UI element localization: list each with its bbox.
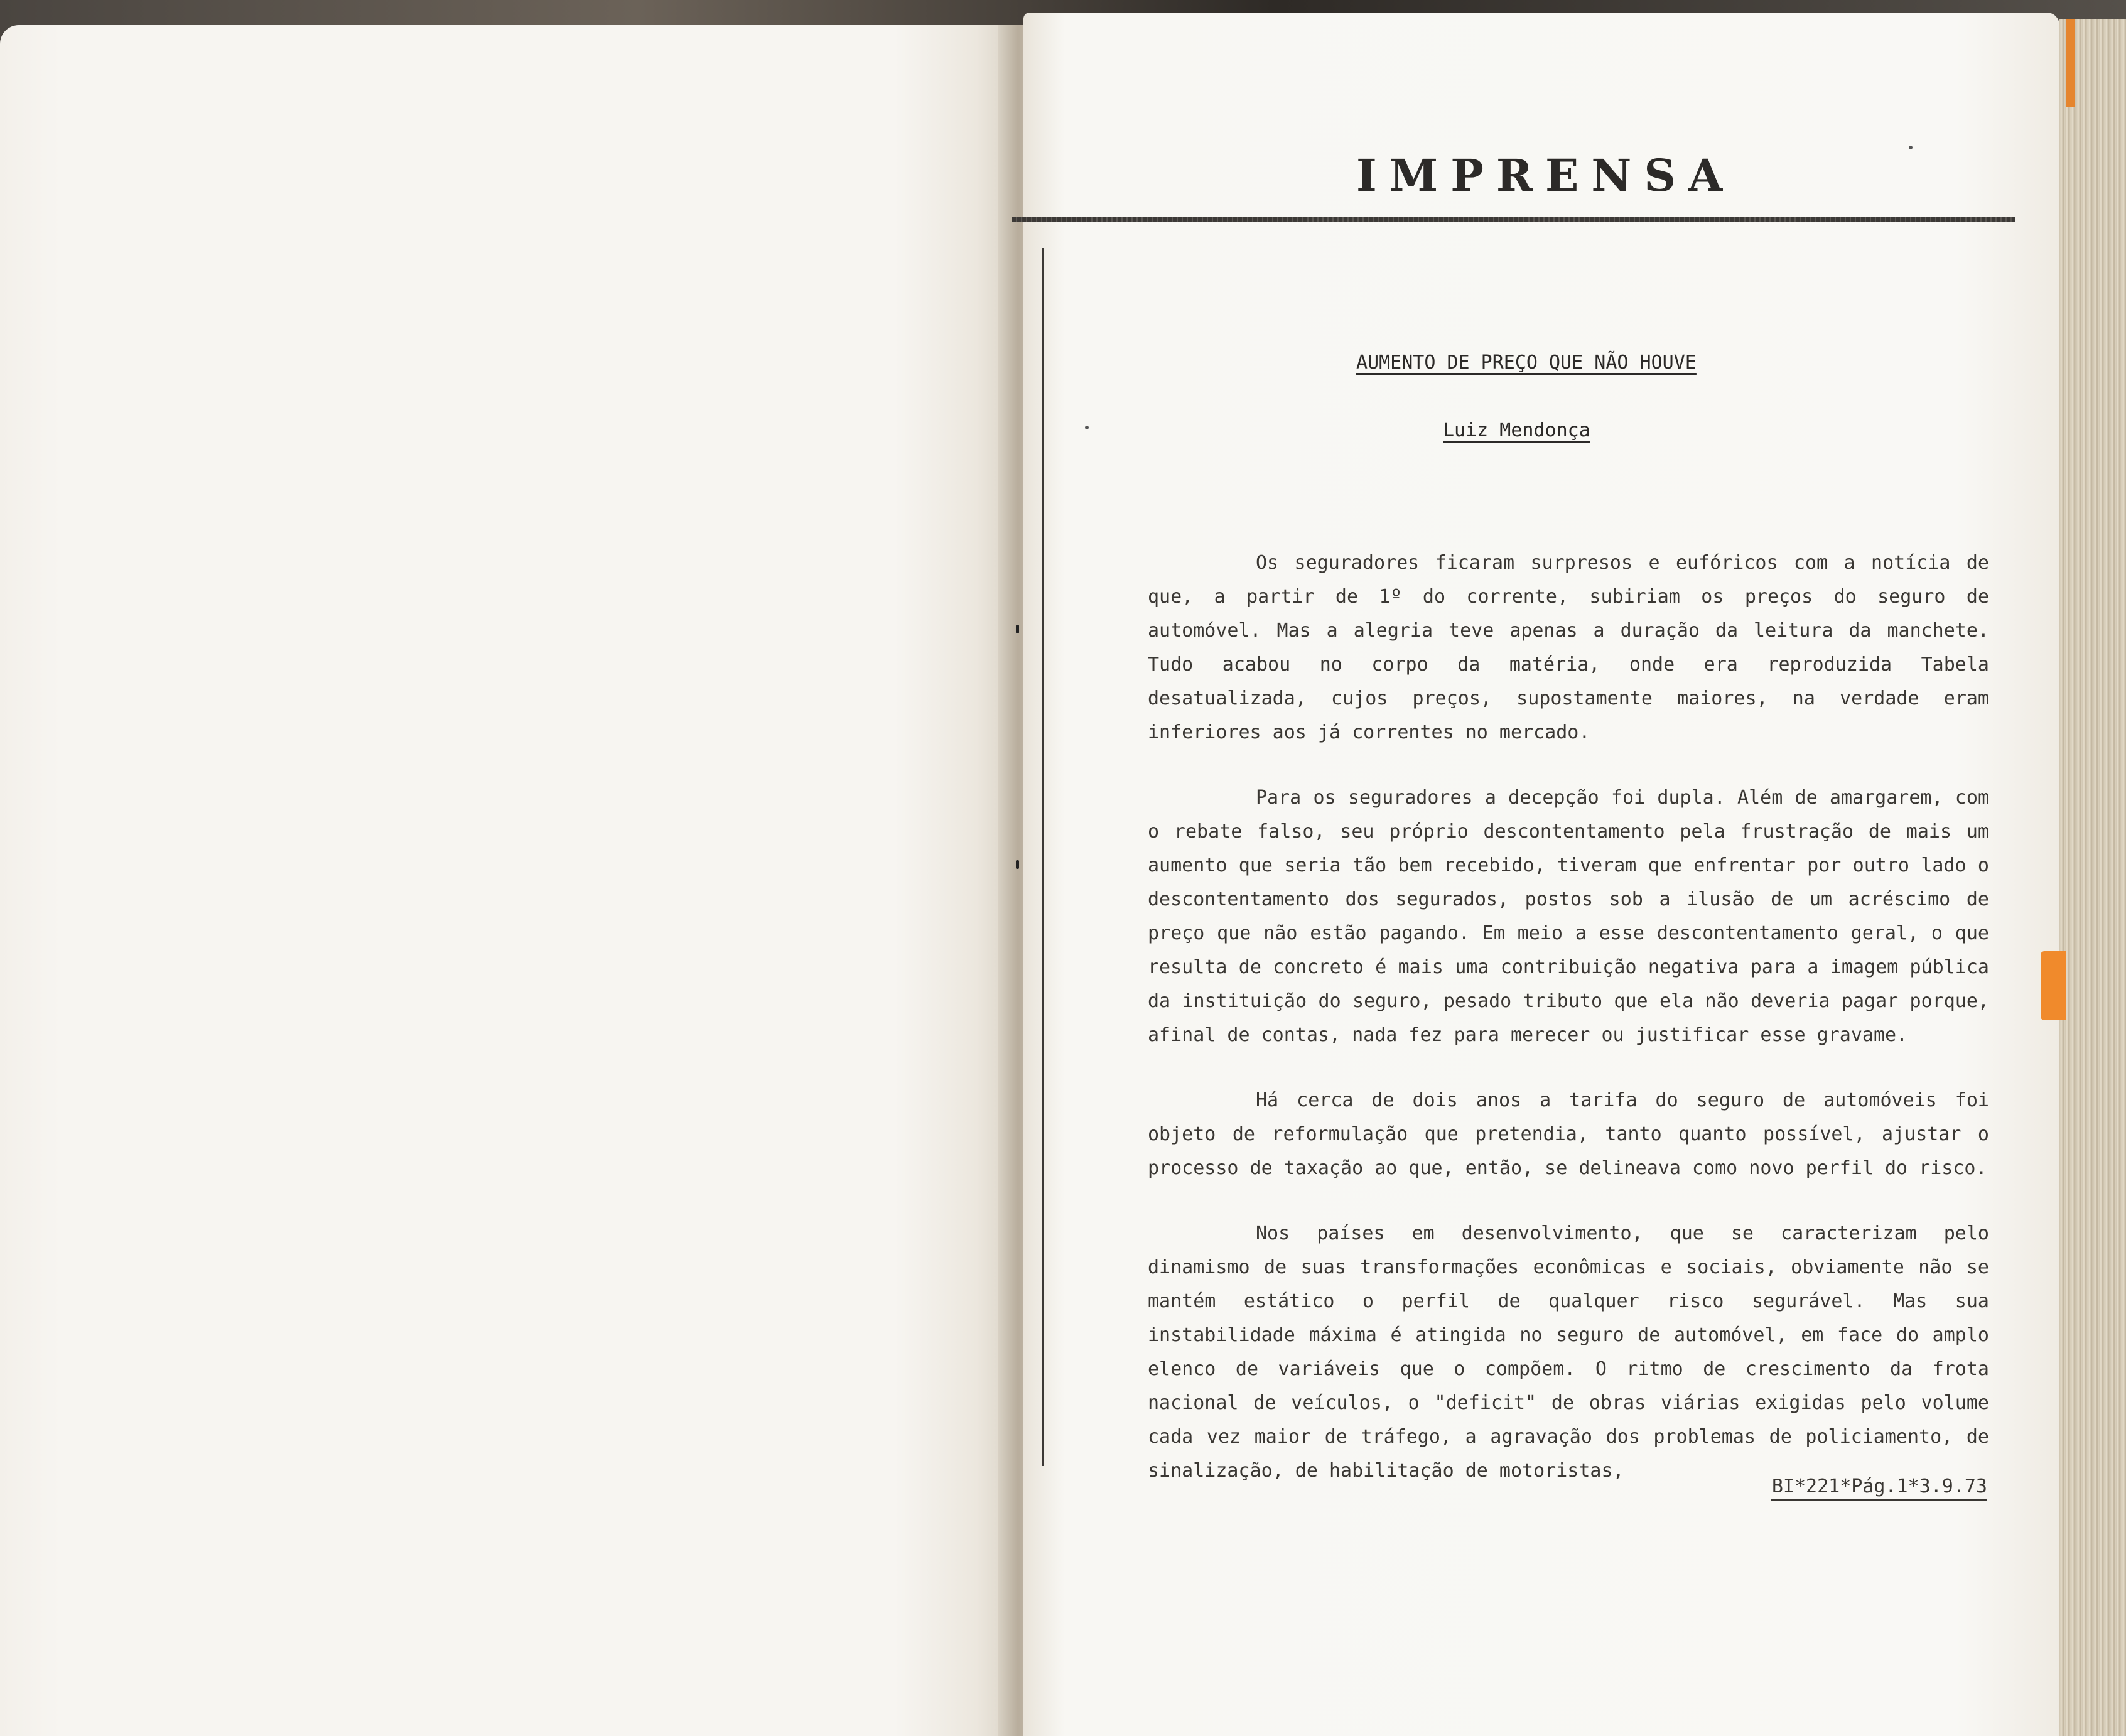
article-author: Luiz Mendonça [1443, 419, 1590, 441]
article-paragraph: Para os seguradores a decepção foi dupla. Além de amargarem, com o rebate falso, seu próprio descontentamento pela frustração de mais um aumento que seria tão bem recebido, tiveram que enfrentar por outro lado o descontentamento dos segurados, postos sob a ilusão de um acréscimo de preço que não estão pagando. Em meio a esse descontentamento geral, o que resulta de concreto é mais uma contribuição negativa para a imagem pública da instituição do seguro, pesado tributo que ela não deveria pagar porque, afinal de contas, nada fez para merecer ou justificar esse gravame. [1148, 787, 1989, 1046]
speck [1016, 860, 1019, 869]
article-paragraph: Nos países em desenvolvimento, que se caracterizam pelo dinamismo de suas transformações econômicas e sociais, obviamente não se mantém estático o perfil de qualquer risco segurável. Mas sua instabilidade máxima é atingida no seguro de automóvel, em face do amplo elenco de variáveis que o compõem. O ritmo de crescimento da frota nacional de veículos, o "deficit" de obras viárias exigidas pelo volume cada vez maior de tráfego, a agravação dos problemas de policiamento, de sinalização, de habilitação de motoristas, [1148, 1222, 1989, 1482]
left-blank-page [0, 25, 1017, 1736]
section-title: IMPRENSA [1356, 149, 1735, 202]
article-body [1148, 546, 1989, 1519]
speck [1909, 146, 1913, 149]
orange-index-tab [2041, 951, 2066, 1020]
title-rule [1012, 217, 2015, 222]
margin-rule [1042, 248, 1044, 1466]
article-paragraph: Os seguradores ficaram surpresos e eufóricos com a notícia de que, a partir de 1º do corrente, subiriam os preços do seguro de automóvel. Mas a alegria teve apenas a duração da leitura da manchete. Tudo acabou no corpo da matéria, onde era reproduzida Tabela desatualizada, cujos preços, supostamente maiores, na verdade eram inferiores aos já correntes no mercado. [1148, 552, 1989, 743]
speck [1016, 625, 1019, 633]
article-title: AUMENTO DE PREÇO QUE NÃO HOUVE [1356, 352, 1697, 374]
page-reference: BI*221*Pág.1*3.9.73 [1771, 1475, 1987, 1501]
speck [1085, 426, 1089, 429]
article-paragraph: Há cerca de dois anos a tarifa do seguro de automóveis foi objeto de reformulação que pretendia, tanto quanto possível, ajustar o processo de taxação ao que, então, se delineava como novo perfil do risco. [1148, 1089, 1989, 1179]
page-edges [2059, 19, 2126, 1736]
orange-bookmark-strip [2066, 19, 2075, 107]
